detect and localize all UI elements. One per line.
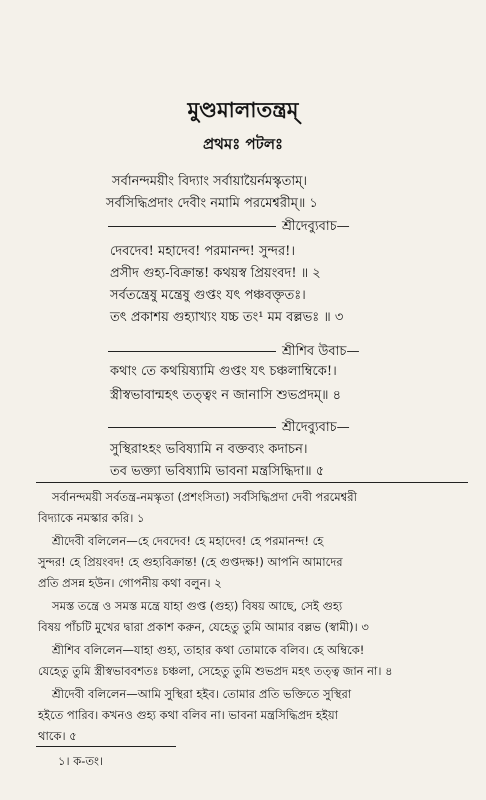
commentary-line: সমস্ত তন্ত্রে ও সমস্ত মন্ত্রে যাহা গুপ্ত (গুহ্য) বিষয় আছে, সেই গুহ্য xyxy=(52,599,343,613)
commentary-line: সুন্দর! হে প্রিয়ংবদ! হে গুহ্যবিক্রান্ত! (হে গুপ্তদক্ষ!) আপনি আমাদের xyxy=(38,555,343,569)
footnote: ১। ক-তং। xyxy=(58,754,104,768)
verse-line: সর্বতন্ত্রেষু মন্ত্রেষু গুপ্তং যৎ পঞ্চবক্তৃতঃ। xyxy=(110,288,306,303)
commentary-line: বিদ্যাকে নমস্কার করি। ১ xyxy=(38,511,145,525)
divider xyxy=(108,226,276,227)
verse-line: সুস্থিরাঽহং ভবিষ্যামি ন বক্তব্যং কদাচন। xyxy=(110,442,308,457)
verse-line: তৎ প্রকাশয় গুহ্যাখ্যং যচ্চ তং¹ মম বল্লভঃ ॥ ৩ xyxy=(110,310,344,325)
commentary-line: শ্রীদেবী বলিলেন—আমি সুস্থিরা হইব। তোমার প্রতি ভক্তিতে সুস্থিরা xyxy=(52,687,352,701)
verse-line: কথাং তে কথয়িষ্যামি গুপ্তং যৎ চঞ্চলাম্বিকে!। xyxy=(110,364,337,379)
commentary-line: হইতে পারিব। কখনও গুহ্য কথা বলিব না। ভাবনা মন্ত্রসিদ্ধিপ্রদ হইয়া xyxy=(38,708,338,722)
verse-line: সর্বানন্দময়ীং বিদ্যাং সর্বায়ায়ৈর্নমস্কৃতাম্। xyxy=(112,174,308,189)
speaker-label: শ্রীদেব্যুবাচ— xyxy=(282,219,350,234)
commentary-line: প্রতি প্রসন্ন হউন। গোপনীয় কথা বলুন। ২ xyxy=(38,576,222,590)
speaker-label: শ্রীশিব উবাচ— xyxy=(282,344,360,359)
divider xyxy=(108,427,276,428)
chapter-subtitle: প্রথমঃ পটলঃ xyxy=(203,135,283,153)
commentary-line: শ্রীশিব বলিলেন—যাহা গুহ্য, তাহার কথা তোমাকে বলিব। হে অম্বিকে! xyxy=(52,643,365,657)
verse-line: সর্বসিদ্ধিপ্রদাং দেবীং নমামি পরমেশ্বরীম্॥ ১ xyxy=(106,196,318,211)
verse-line: তব ভক্ত্যা ভবিষ্যামি ভাবনা মন্ত্রসিদ্ধিদা॥ ৫ xyxy=(110,464,325,479)
section-divider xyxy=(36,482,468,483)
commentary-line: শ্রীদেবী বলিলেন—হে দেবদেব! হে মহাদেব! হে পরমানন্দ! হে xyxy=(52,534,324,548)
verse-line: প্রসীদ গুহ্য-বিক্রান্ত! কথয়স্ব প্রিয়ংবদ! ॥ ২ xyxy=(110,266,321,281)
speaker-label: শ্রীদেব্যুবাচ— xyxy=(282,420,350,435)
divider xyxy=(108,351,276,352)
commentary-line: বিষয় পাঁচটি মুখের দ্বারা প্রকাশ করুন, যেহেতু তুমি আমার বল্লভ (স্বামী)। ৩ xyxy=(38,620,369,634)
footnote-divider xyxy=(36,746,176,747)
chapter-title: মুণ্ডমালাতন্ত্রম্ xyxy=(187,97,299,122)
verse-line: স্ত্রীস্বভাবান্মহৎ তত্ত্বং ন জানাসি শুভপ্রদম্॥ ৪ xyxy=(110,388,342,403)
commentary-line: যেহেতু তুমি স্ত্রীস্বভাববশতঃ চঞ্চলা, সেহেতু তুমি শুভপ্রদ মহৎ তত্ত্ব জান না। ৪ xyxy=(38,664,393,678)
commentary-line: সর্বানন্দময়ী সর্বতন্ত্র-নমস্কৃতা (প্রশংসিতা) সর্বসিদ্ধিপ্রদা দেবী পরমেশ্বরী xyxy=(52,490,357,504)
commentary-line: থাকে। ৫ xyxy=(38,729,77,743)
verse-line: দেবদেব! মহাদেব! পরমানন্দ! সুন্দর!। xyxy=(110,244,295,259)
